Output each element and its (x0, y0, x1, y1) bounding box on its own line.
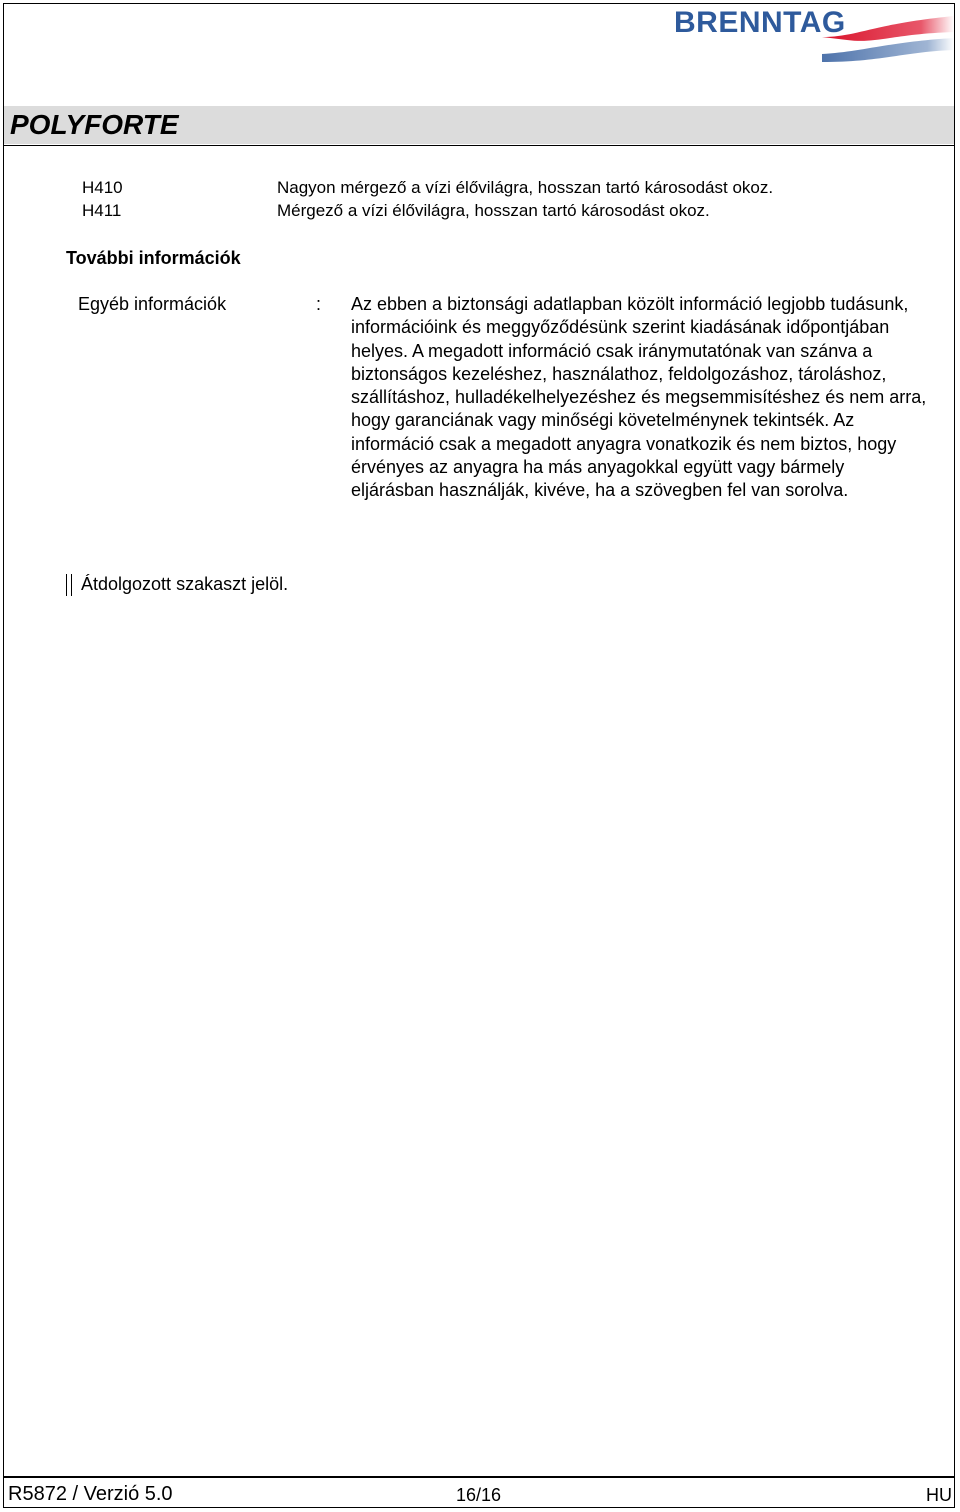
other-info-label: Egyéb információk (78, 294, 227, 314)
brenntag-logo (672, 4, 954, 66)
hazard-code: H411 (82, 201, 122, 220)
hazard-text: Nagyon mérgező a vízi élővilágra, hosszan tartó károsodást okoz. (277, 178, 774, 197)
label-colon: : (316, 294, 322, 314)
hazard-text: Mérgező a vízi élővilágra, hosszan tartó károsodást okoz. (277, 201, 710, 220)
footer-divider (4, 1476, 954, 1478)
hazard-code: H410 (82, 178, 123, 197)
other-info-value: Az ebben a biztonsági adatlapban közölt információ legjobb tudásunk, információink és meggyőződésünk szerint kiadásának időpontjában helyes. A megadott információ csak iránymutatónak van szánva a biztonságos kezeléshez, használathoz, feldolgozáshoz, tároláshoz, szállításhoz, hulladékelhelyezéshez és megsemmisítéshez és nem arra, hogy garanciának vagy minőségi követelménynek tekintsék. Az információ csak a megadott anyagra vonatkozik és nem biztos, hogy érvényes az anyagra ha más anyagokkal együtt vagy bármely eljárásban használják, kivéve, ha a szövegben fel van sorolva. (351, 294, 927, 501)
revision-note: Átdolgozott szakaszt jelöl. (81, 574, 289, 594)
product-title: POLYFORTE (10, 109, 179, 140)
revision-marker-icon (66, 574, 72, 596)
title-divider (4, 145, 954, 146)
language-code: HU (926, 1485, 952, 1505)
page-number: 16/16 (456, 1485, 502, 1505)
logo-wordmark: BRENNTAG (674, 6, 846, 39)
document-version: R5872 / Verzió 5.0 (8, 1483, 173, 1505)
page-frame (3, 3, 955, 1508)
section-heading: További információk (66, 248, 241, 268)
